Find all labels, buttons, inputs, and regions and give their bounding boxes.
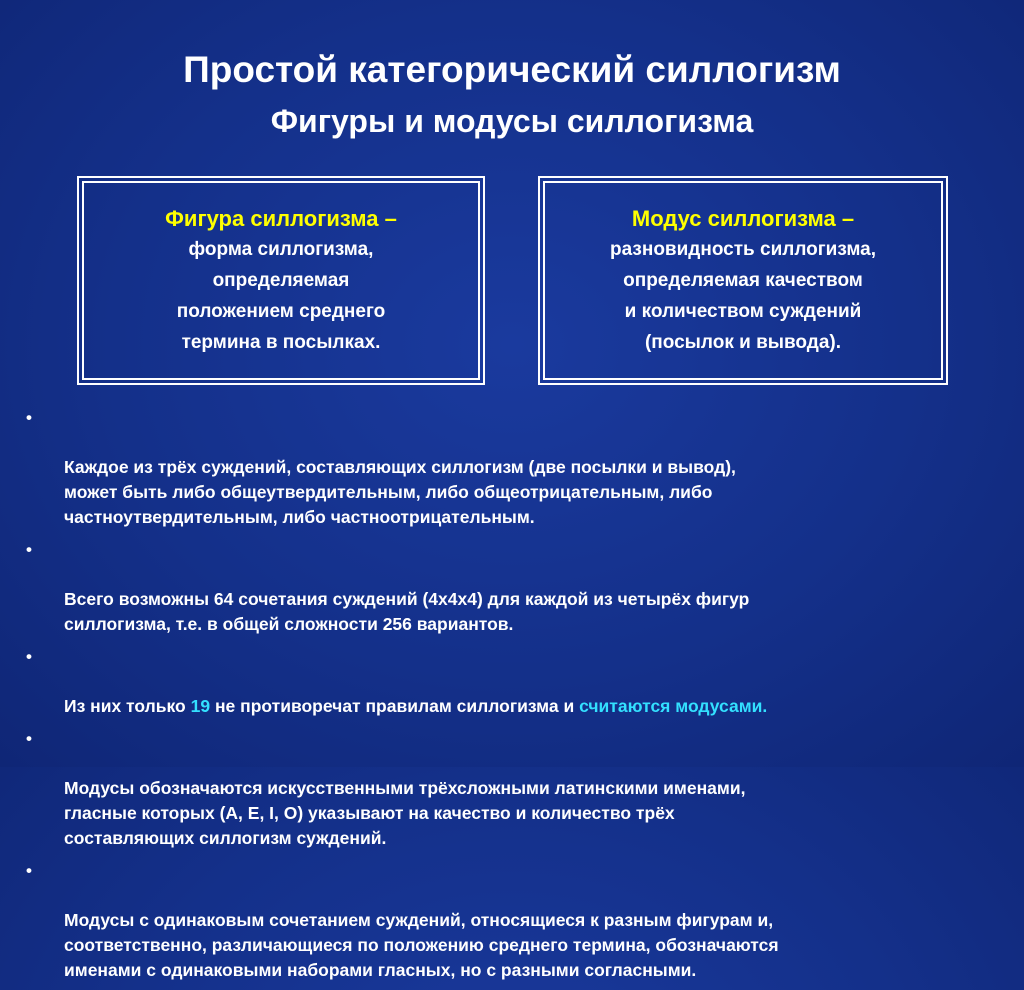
bullet-text: Модусы с одинаковым сочетанием суждений, относящиеся к разным фигурам и, соответственно, различающиеся по положению среднего термина, обозначаются именами с одинаковыми наборами гласных, но с разными согласными. bbox=[64, 910, 779, 980]
bullet-marker: • bbox=[26, 408, 32, 427]
definition-box-mode bbox=[538, 176, 948, 385]
definition-mode: разновидность силлогизма, определяемая качеством и количеством суждений (посылок и вывода). bbox=[610, 238, 876, 353]
highlight-number: 19 bbox=[190, 696, 211, 716]
definition-box-figure bbox=[77, 176, 485, 385]
bullet-text-part: не противоречат правилам силлогизма и bbox=[210, 696, 580, 716]
bullet-marker: • bbox=[26, 540, 32, 559]
bullet-text-part: Из них только bbox=[64, 696, 191, 716]
bullet-text: Каждое из трёх суждений, составляющих силлогизм (две посылки и вывод), может быть либо общеутвердительным, либо общеотрицательным, либо частноутвердительным, либо частноотрицательным. bbox=[64, 457, 736, 527]
slide-subtitle: Фигуры и модусы силлогизма bbox=[270, 103, 754, 139]
slide-title: Простой категорический силлогизм bbox=[183, 49, 841, 90]
term-mode: Модус силлогизма – bbox=[631, 205, 855, 231]
bullet-item bbox=[26, 644, 1006, 719]
bullet-marker: • bbox=[26, 647, 32, 666]
bullet-item bbox=[26, 858, 1006, 983]
term-figure: Фигура силлогизма – bbox=[165, 205, 397, 231]
bullet-marker: • bbox=[26, 861, 32, 880]
bullet-item bbox=[26, 405, 1006, 530]
bullet-list bbox=[26, 405, 1006, 990]
bullet-text: Модусы обозначаются искусственными трёхсложными латинскими именами, гласные которых (A, E, I, O) указывают на качество и количество трёх составляющих силлогизм суждений. bbox=[64, 778, 746, 848]
definition-box-mode-inner bbox=[543, 181, 943, 380]
definition-box-figure-inner bbox=[82, 181, 480, 380]
bullet-marker: • bbox=[26, 729, 32, 748]
highlight-phrase: считаются модусами. bbox=[579, 696, 768, 716]
bullet-text: Всего возможны 64 сочетания суждений (4х4х4) для каждой из четырёх фигур силлогизма, т.е. в общей сложности 256 вариантов. bbox=[64, 589, 750, 634]
bullet-item bbox=[26, 537, 1006, 637]
bullet-item bbox=[26, 726, 1006, 851]
definition-figure: форма силлогизма, определяемая положением среднего термина в посылках. bbox=[176, 238, 386, 353]
